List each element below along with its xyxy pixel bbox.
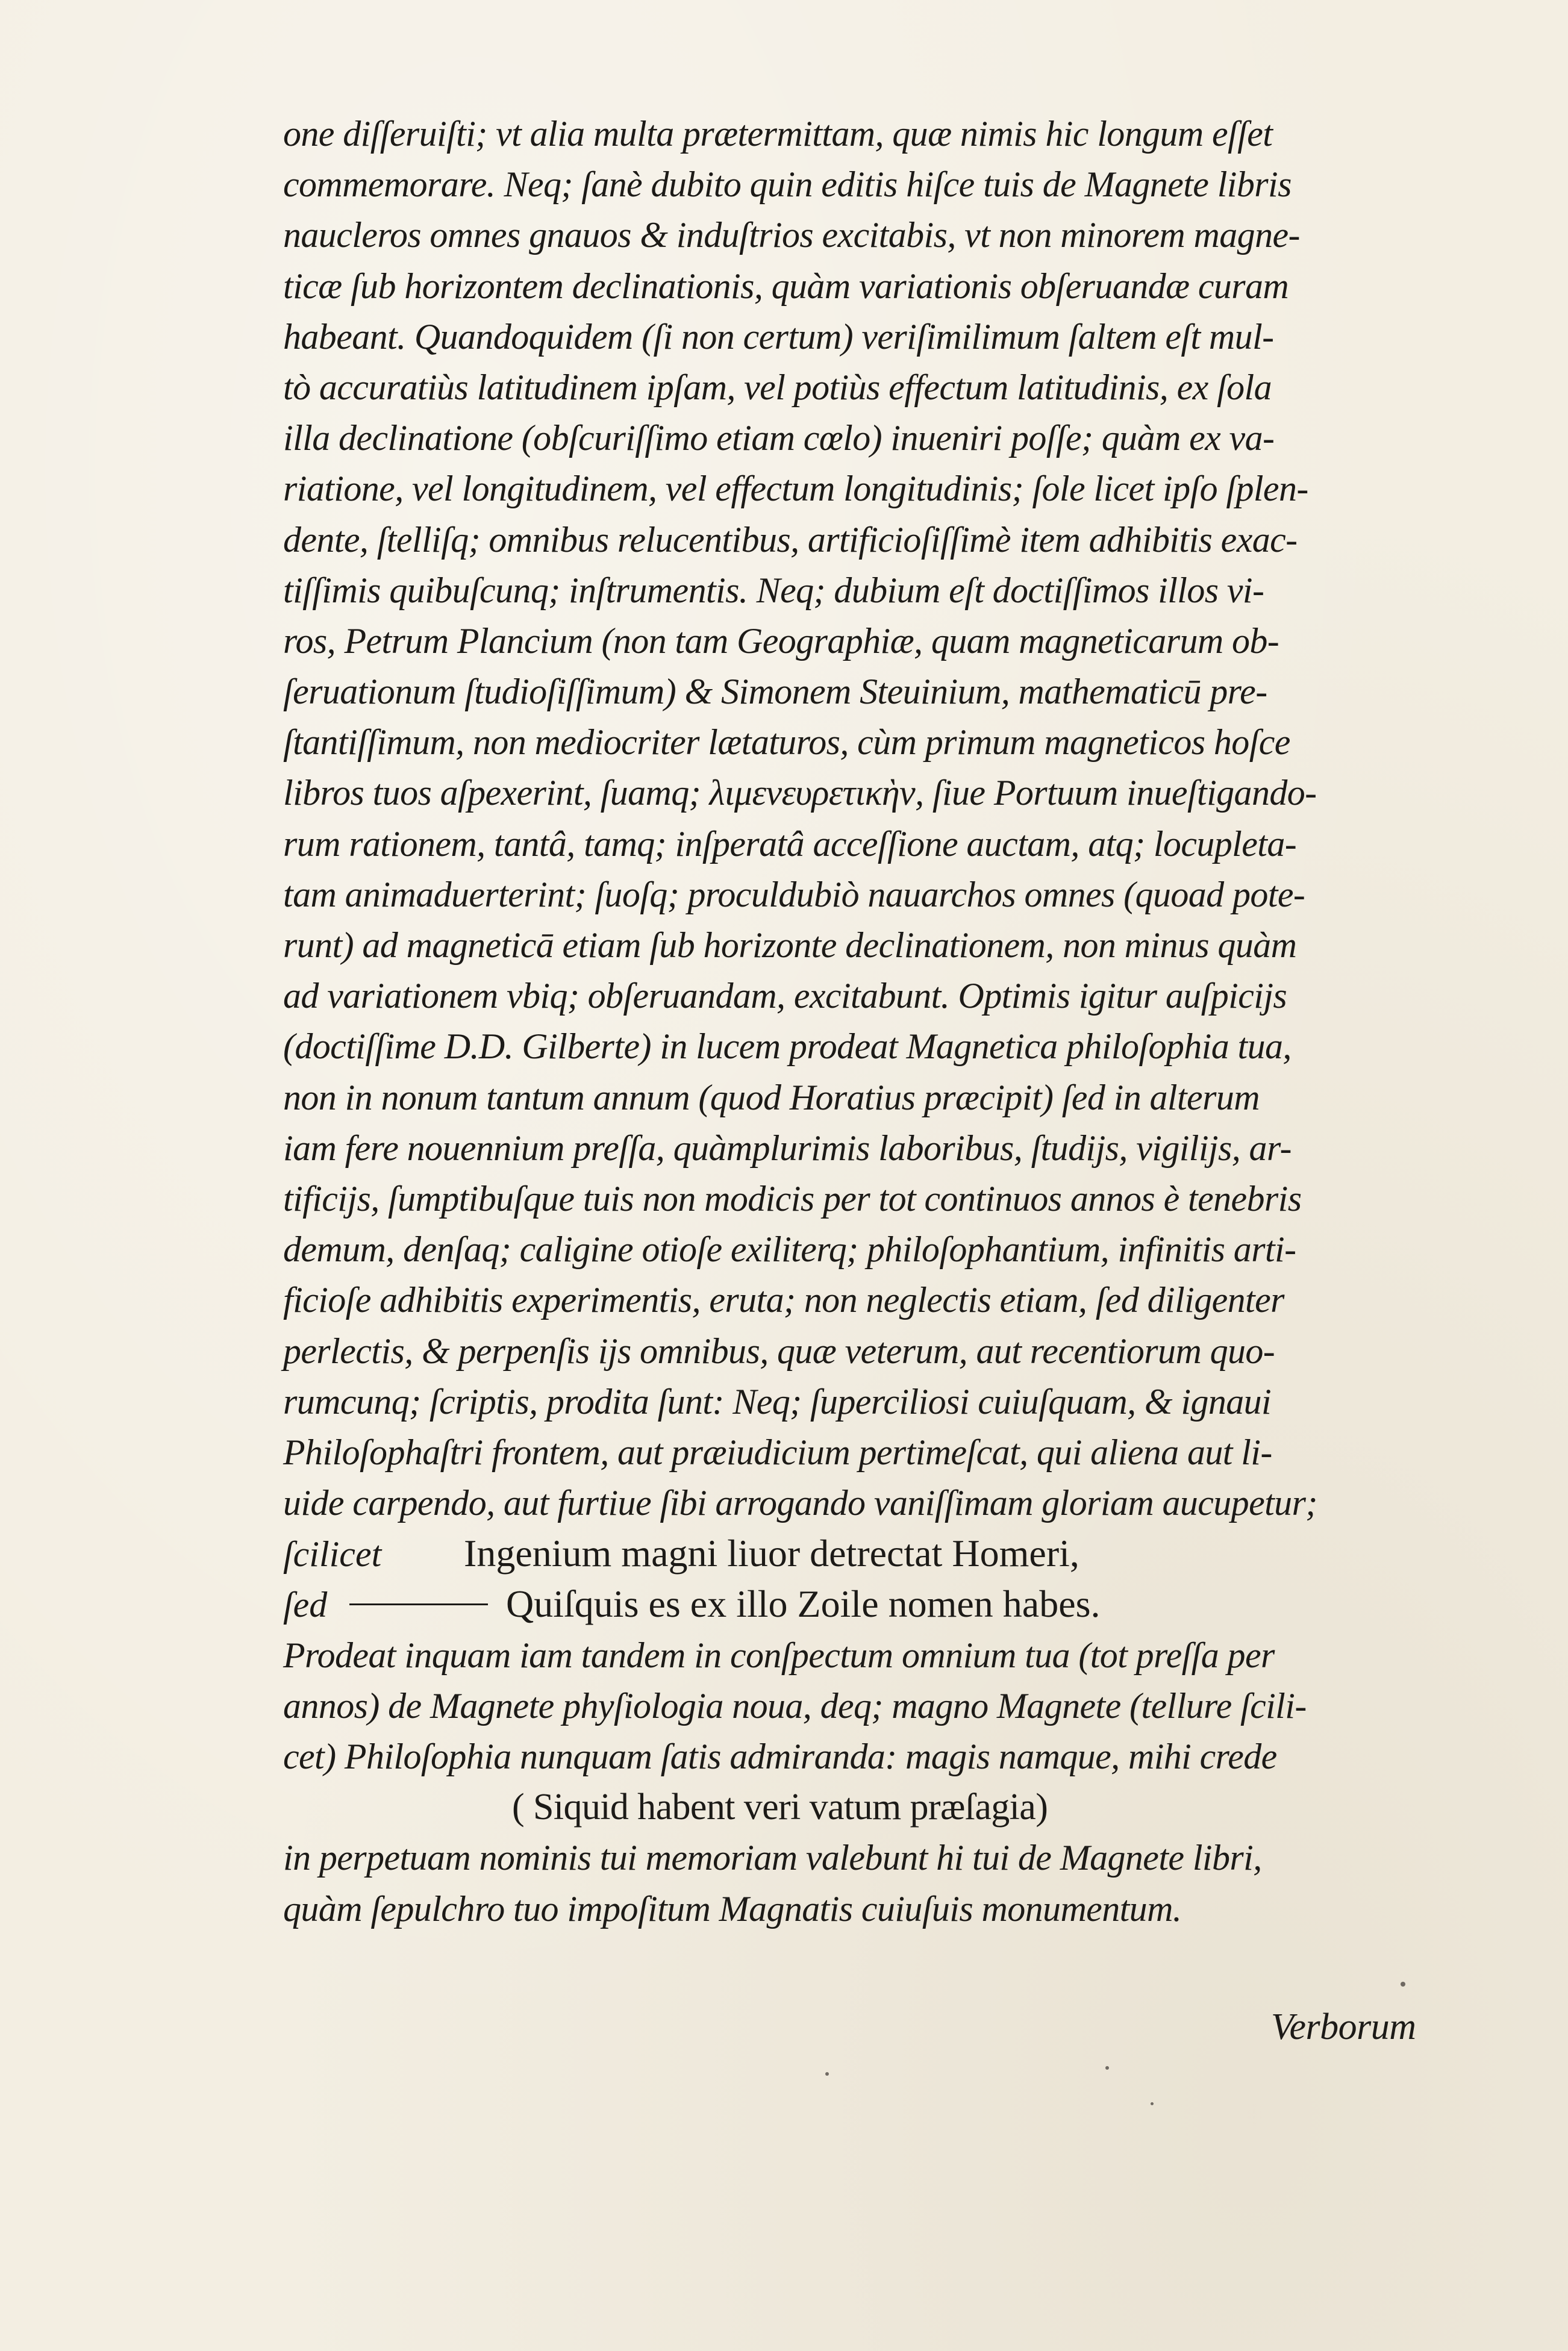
text-line: runt) ad magneticā etiam ſub horizonte declinationem, non minus quàm bbox=[283, 925, 1297, 965]
text-line: one diſſeruiſti; vt alia multa prætermittam, quæ nimis hic longum eſſet bbox=[283, 114, 1273, 154]
text-line: Prodeat inquam iam tandem in conſpectum omnium tua (tot preſſa per bbox=[283, 1635, 1275, 1675]
text-line: demum, denſaq; caligine otioſe exiliterq; philoſophantium, infinitis arti- bbox=[283, 1229, 1296, 1270]
text-line: habeant. Quandoquidem (ſi non certum) veriſimilimum ſaltem eſt mul- bbox=[283, 316, 1274, 357]
text-line: (doctiſſime D.D. Gilberte) in lucem prodeat Magnetica philoſophia tua, bbox=[283, 1026, 1292, 1067]
ink-speck bbox=[1401, 1982, 1405, 1987]
ink-speck bbox=[1151, 2102, 1154, 2105]
verse-lead-scilicet: ſcilicet bbox=[283, 1534, 382, 1575]
text-line: ficioſe adhibitis experimentis, eruta; non neglectis etiam, ſed diligenter bbox=[283, 1280, 1284, 1320]
text-line: quàm ſepulchro tuo impoſitum Magnatis cuiuſuis monumentum. bbox=[283, 1888, 1182, 1929]
catchword: Verborum bbox=[1271, 2006, 1416, 2047]
text-line: ſeruationum ſtudioſiſſimum) & Simonem Steuinium, mathematicū pre- bbox=[283, 672, 1267, 712]
text-line: cet) Philoſophia nunquam ſatis admiranda: magis namque, mihi crede bbox=[283, 1737, 1277, 1776]
centered-verse: ( Siquid habent veri vatum præſagia) bbox=[512, 1787, 1048, 1828]
ink-speck bbox=[825, 2072, 829, 2076]
text-line: ſtantiſſimum, non mediocriter lætaturos, cùm primum magneticos hoſce bbox=[283, 722, 1290, 763]
text-line: riatione, vel longitudinem, vel effectum longitudinis; ſole licet ipſo ſplen- bbox=[283, 469, 1308, 509]
text-line: commemorare. Neq; ſanè dubito quin editis hiſce tuis de Magnete libris bbox=[283, 164, 1292, 205]
verse-line-homer bbox=[283, 1528, 1464, 1579]
text-line: in perpetuam nominis tui memoriam valebunt hi tui de Magnete libri, bbox=[283, 1838, 1262, 1878]
text-line: dente, ſtelliſq; omnibus relucentibus, artificioſiſſimè item adhibitis exac- bbox=[283, 519, 1298, 560]
text-line: ros, Petrum Plancium (non tam Geographiæ, quam magneticarum ob- bbox=[283, 620, 1279, 661]
verse-lead-sed: ſed bbox=[283, 1585, 328, 1625]
text-line: perlectis, & perpenſis ijs omnibus, quæ veterum, aut recentiorum quo- bbox=[283, 1331, 1275, 1371]
text-line: tificijs, ſumptibuſque tuis non modicis per tot continuos annos è tenebris bbox=[283, 1178, 1302, 1219]
verse-text: Ingenium magni liuor detrectat Homeri, bbox=[464, 1532, 1079, 1575]
text-line: tiſſimis quibuſcunq; inſtrumentis. Neq; dubium eſt doctiſſimos illos vi- bbox=[283, 570, 1264, 610]
text-line: uide carpendo, aut furtiue ſibi arrogando vaniſſimam gloriam aucupetur; bbox=[283, 1483, 1317, 1523]
text-line: Philoſophaſtri frontem, aut præiudicium pertimeſcat, qui aliena aut li- bbox=[283, 1432, 1272, 1472]
text-line: naucleros omnes gnauos & induſtrios excitabis, vt non minorem magne- bbox=[283, 215, 1300, 255]
text-line: illa declinatione (obſcuriſſimo etiam cœlo) inueniri poſſe; quàm ex va- bbox=[283, 418, 1275, 458]
text-line: tò accuratiùs latitudinem ipſam, vel potiùs effectum latitudinis, ex ſola bbox=[283, 367, 1272, 407]
text-line: annos) de Magnete phyſiologia noua, deq; magno Magnete (tellure ſcili- bbox=[283, 1685, 1307, 1726]
text-line: libros tuos aſpexerint, ſuamq; λιμενευρετικὴν, ſiue Portuum inueſtigando- bbox=[283, 773, 1317, 813]
verse-line-zoile bbox=[283, 1579, 1464, 1629]
verse-text: Quiſquis es ex illo Zoile nomen habes. bbox=[506, 1582, 1101, 1626]
text-line: rum rationem, tantâ, tamq; inſperatâ acceſſione auctam, atq; locupleta- bbox=[283, 823, 1297, 864]
ink-speck bbox=[1105, 2066, 1109, 2070]
dash-rule bbox=[349, 1603, 488, 1605]
text-line: rumcunq; ſcriptis, prodita ſunt: Neq; ſuperciliosi cuiuſquam, & ignaui bbox=[283, 1381, 1272, 1422]
text-line: iam fere nouennium preſſa, quàmplurimis laboribus, ſtudijs, vigilijs, ar- bbox=[283, 1128, 1292, 1168]
text-line: ad variationem vbiq; obſeruandam, excitabunt. Optimis igitur auſpicijs bbox=[283, 976, 1287, 1016]
text-line: non in nonum tantum annum (quod Horatius præcipit) ſed in alterum bbox=[283, 1077, 1260, 1117]
text-line: tam animaduerterint; ſuoſq; proculdubiò nauarchos omnes (quoad pote- bbox=[283, 874, 1305, 914]
text-line: ticæ ſub horizontem declinationis, quàm variationis obſeruandæ curam bbox=[283, 266, 1289, 306]
body-text bbox=[283, 108, 1464, 1934]
